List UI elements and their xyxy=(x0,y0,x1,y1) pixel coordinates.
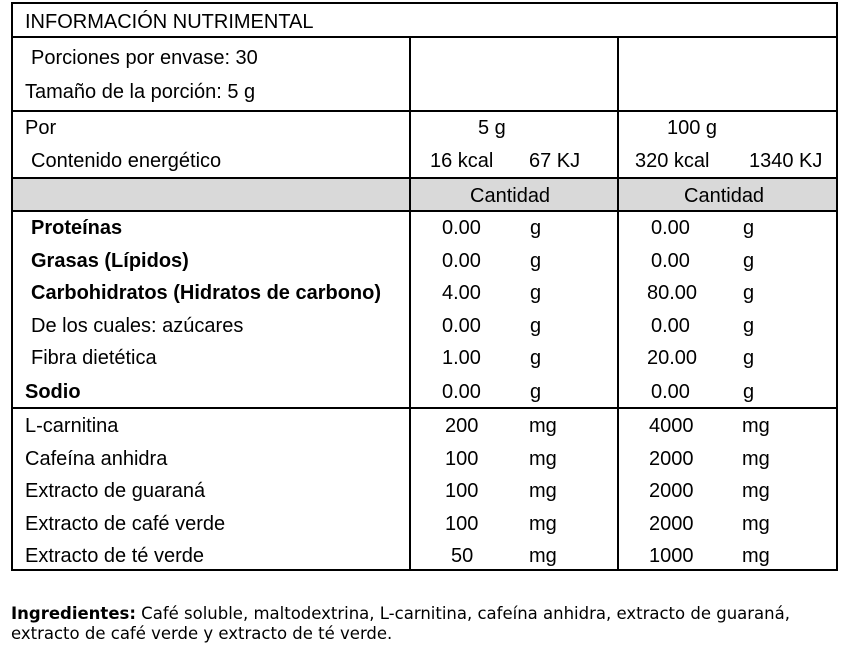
cantidad-col1: Cantidad xyxy=(470,185,551,207)
column-divider xyxy=(617,36,619,569)
value-col1: 200 xyxy=(445,415,479,437)
unit-col2: g xyxy=(743,282,755,304)
value-col2: 0.00 xyxy=(651,381,690,403)
value-col2: 2000 xyxy=(649,513,694,535)
value-col1: 1.00 xyxy=(442,347,481,369)
nutrient-name: Carbohidratos (Hidratos de carbono) xyxy=(31,282,382,304)
value-col1: 100 xyxy=(445,513,479,535)
value-col2: 2000 xyxy=(649,448,694,470)
other-name: Extracto de té verde xyxy=(25,545,204,567)
serving-size: Tamaño de la porción: 5 g xyxy=(25,81,256,103)
energy-col1-kcal: 16 kcal xyxy=(430,150,494,172)
value-col1: 50 xyxy=(451,545,474,567)
other-name: Extracto de café verde xyxy=(25,513,226,535)
unit-col2: mg xyxy=(742,480,770,502)
value-col2: 0.00 xyxy=(651,250,690,272)
servings-per-container: Porciones por envase: 30 xyxy=(31,47,258,69)
unit-col1: mg xyxy=(529,480,557,502)
nutrient-name: Fibra dietética xyxy=(31,347,157,369)
value-col2: 0.00 xyxy=(651,217,690,239)
value-col1: 0.00 xyxy=(442,315,481,337)
column-divider xyxy=(409,36,411,569)
ingredients-label: Ingredientes: xyxy=(11,604,136,623)
divider xyxy=(13,407,836,409)
value-col2: 4000 xyxy=(649,415,694,437)
unit-col2: mg xyxy=(742,545,770,567)
unit-col1: g xyxy=(530,381,542,403)
unit-col1: g xyxy=(530,282,542,304)
ingredients-text: Café soluble, maltodextrina, L-carnitina, cafeína anhidra, extracto de guaraná, extracto de café verde y extracto de té verde. xyxy=(11,604,790,643)
col2-header: 100 g xyxy=(667,117,718,139)
value-col2: 80.00 xyxy=(647,282,698,304)
value-col1: 0.00 xyxy=(442,250,481,272)
unit-col2: mg xyxy=(742,415,770,437)
unit-col2: g xyxy=(743,381,755,403)
unit-col2: g xyxy=(743,347,755,369)
divider xyxy=(13,177,836,179)
energy-col1-kj: 67 KJ xyxy=(529,150,581,172)
unit-col1: mg xyxy=(529,415,557,437)
value-col2: 0.00 xyxy=(651,315,690,337)
unit-col1: mg xyxy=(529,545,557,567)
other-name: Cafeína anhidra xyxy=(25,448,168,470)
value-col1: 100 xyxy=(445,448,479,470)
value-col2: 20.00 xyxy=(647,347,698,369)
col1-header: 5 g xyxy=(478,117,506,139)
energy-label: Contenido energético xyxy=(31,150,222,172)
unit-col2: g xyxy=(743,217,755,239)
unit-col2: mg xyxy=(742,448,770,470)
unit-col2: mg xyxy=(742,513,770,535)
divider xyxy=(13,210,836,212)
energy-col2-kcal: 320 kcal xyxy=(635,150,710,172)
nutrient-name: Sodio xyxy=(25,381,81,403)
nutrient-name: Grasas (Lípidos) xyxy=(31,250,189,272)
unit-col1: mg xyxy=(529,513,557,535)
unit-col1: g xyxy=(530,250,542,272)
unit-col1: g xyxy=(530,217,542,239)
unit-col2: g xyxy=(743,315,755,337)
nutrition-table xyxy=(11,2,838,571)
unit-col1: g xyxy=(530,315,542,337)
unit-col2: g xyxy=(743,250,755,272)
divider xyxy=(13,110,836,112)
value-col1: 100 xyxy=(445,480,479,502)
divider xyxy=(13,36,836,38)
other-name: Extracto de guaraná xyxy=(25,480,206,502)
value-col1: 0.00 xyxy=(442,381,481,403)
value-col1: 0.00 xyxy=(442,217,481,239)
value-col2: 1000 xyxy=(649,545,694,567)
nutrient-name: De los cuales: azúcares xyxy=(31,315,244,337)
table-title: INFORMACIÓN NUTRIMENTAL xyxy=(25,11,314,33)
unit-col1: g xyxy=(530,347,542,369)
value-col2: 2000 xyxy=(649,480,694,502)
other-name: L-carnitina xyxy=(25,415,119,437)
per-label: Por xyxy=(25,117,57,139)
nutrient-name: Proteínas xyxy=(31,217,123,239)
unit-col1: mg xyxy=(529,448,557,470)
cantidad-col2: Cantidad xyxy=(684,185,765,207)
ingredients-paragraph xyxy=(11,604,811,644)
energy-col2-kj: 1340 KJ xyxy=(749,150,823,172)
value-col1: 4.00 xyxy=(442,282,481,304)
